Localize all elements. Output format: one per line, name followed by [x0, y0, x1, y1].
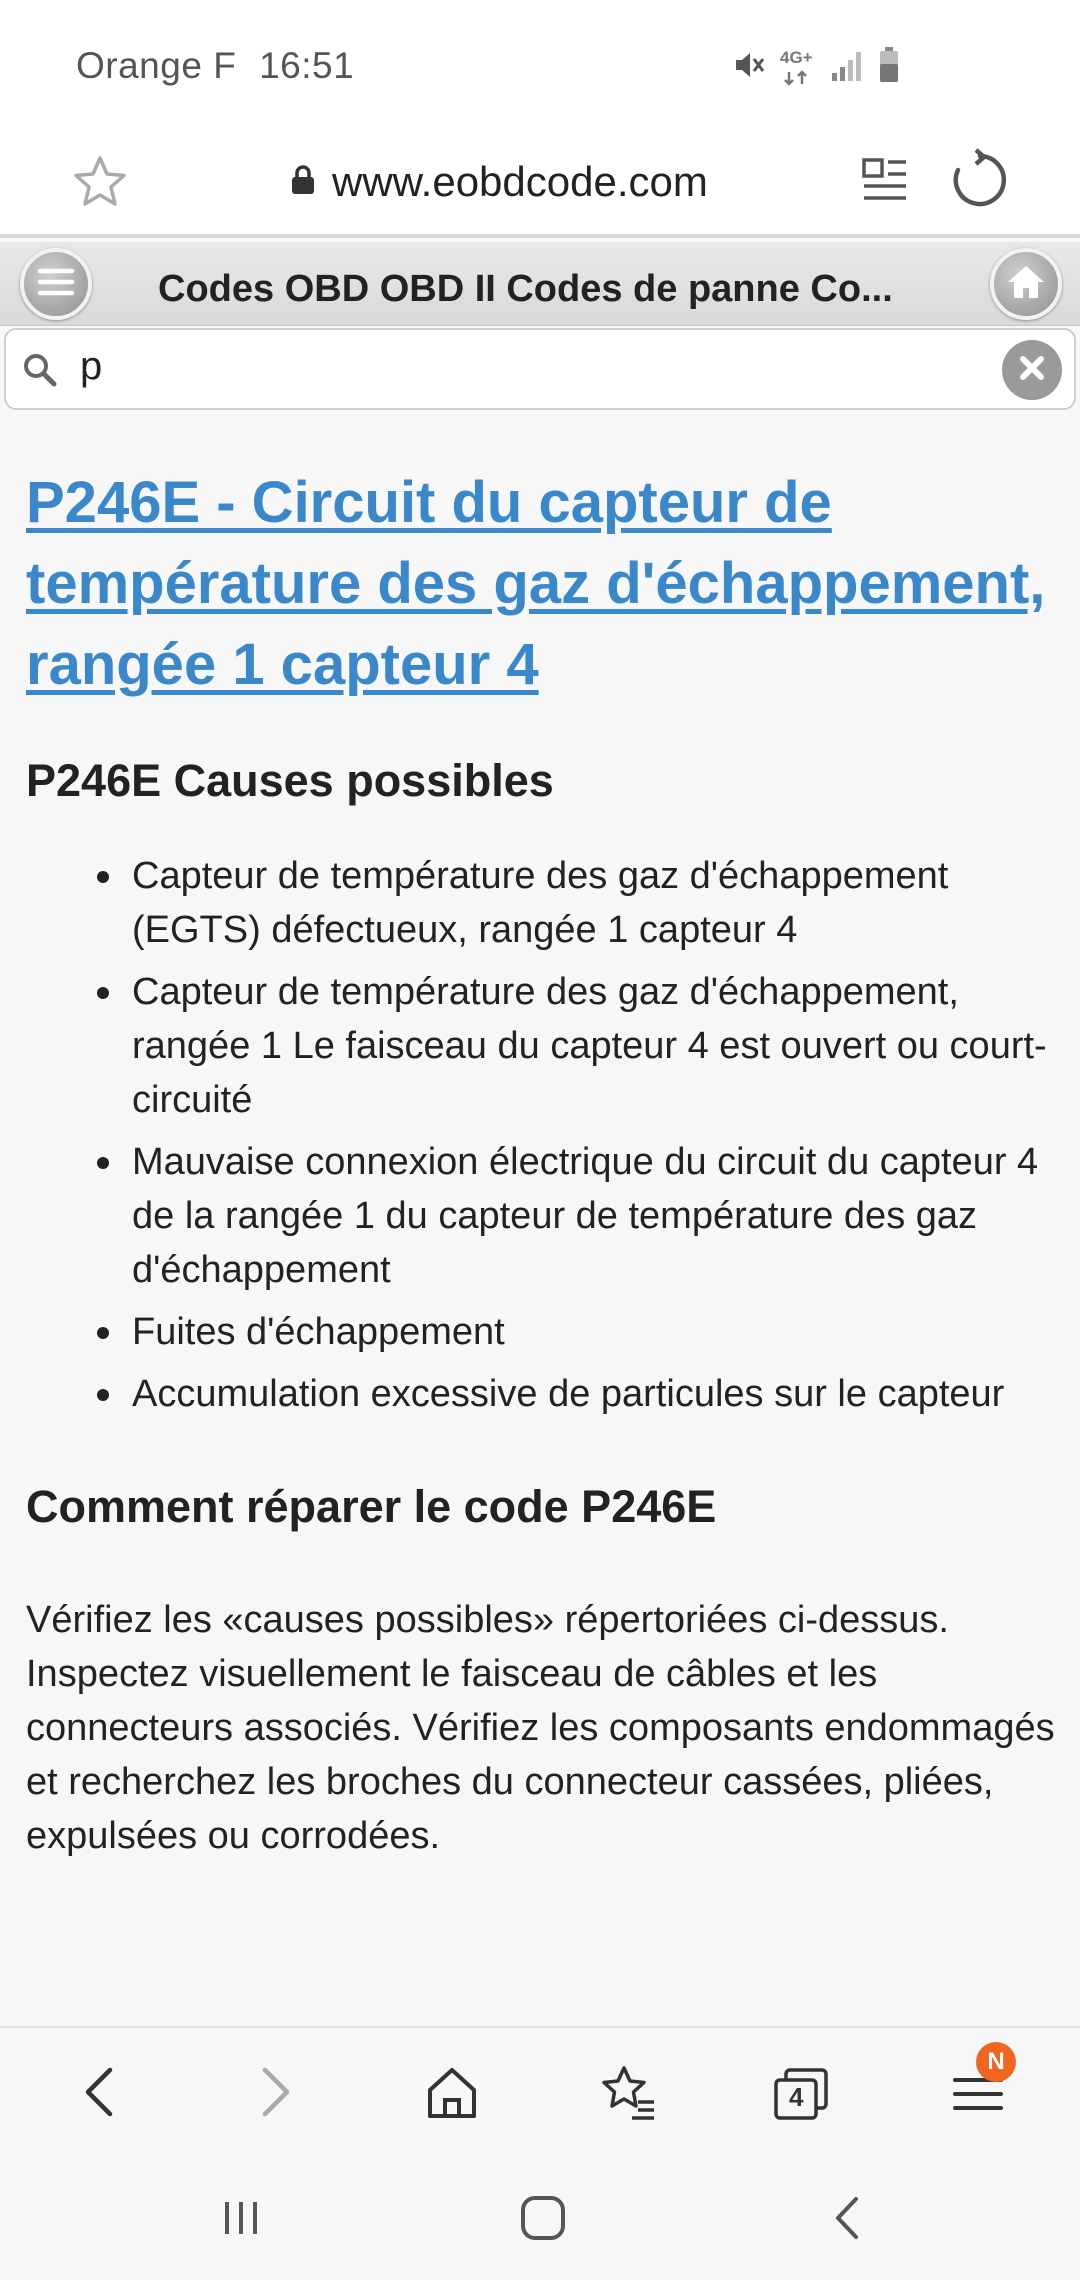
forward-button[interactable] — [235, 2058, 315, 2130]
list-item: Accumulation excessive de particules sur le capteur — [26, 1367, 1056, 1421]
notification-badge: N — [976, 2042, 1016, 2082]
site-header — [0, 242, 1080, 326]
search-input[interactable]: p — [80, 344, 103, 388]
network-type-icon: 4G+ — [780, 50, 816, 86]
home-icon — [1006, 263, 1046, 306]
menu-icon — [36, 265, 76, 304]
tabs-button[interactable] — [762, 2058, 842, 2130]
signal-icon — [830, 47, 864, 88]
home-button[interactable] — [412, 2058, 492, 2130]
url-text[interactable]: www.eobdcode.com — [332, 158, 708, 205]
list-item: Fuites d'échappement — [26, 1305, 1056, 1359]
carrier-name: Orange F — [76, 45, 237, 86]
home-square-icon — [519, 2194, 567, 2247]
site-title: Codes OBD OBD II Codes de panne Co... — [158, 268, 893, 310]
browser-toolbar — [0, 2026, 1080, 2158]
list-item: Capteur de température des gaz d'échappement, rangée 1 Le faisceau du capteur 4 est ouvert ou court-circuité — [26, 965, 1056, 1127]
close-icon — [1017, 353, 1047, 388]
menu-button[interactable] — [938, 2048, 1018, 2130]
clock: 16:51 — [259, 45, 355, 86]
bookmarks-button[interactable] — [588, 2058, 668, 2130]
repair-paragraph: Vérifiez les «causes possibles» répertoriées ci-dessus. Inspectez visuellement le faisceau de câbles et les connecteurs associés. Vérifiez les composants endommagés et recherchez les broches du connecteur cassées, pliées, expulsées ou corrodées. — [26, 1599, 1055, 1857]
page-title-link[interactable]: P246E - Circuit du capteur de température des gaz d'échappement, rangée 1 capteur 4 — [26, 470, 1046, 697]
recent-apps-button[interactable] — [206, 2192, 276, 2248]
chevron-left-icon — [80, 2064, 120, 2125]
url-field[interactable] — [290, 152, 708, 212]
tabs-icon — [772, 2066, 832, 2122]
reload-icon[interactable] — [950, 148, 1010, 217]
status-icons — [730, 46, 900, 89]
site-home-button[interactable] — [990, 248, 1062, 320]
bookmark-star-icon[interactable] — [70, 152, 130, 217]
causes-list — [26, 849, 1056, 1421]
clear-search-button[interactable] — [1002, 340, 1062, 400]
tabs-count: 4 — [789, 2082, 804, 2112]
address-bar — [0, 130, 1080, 238]
battery-icon — [878, 46, 900, 89]
system-home-button[interactable] — [508, 2192, 578, 2248]
star-list-icon — [598, 2062, 658, 2127]
status-left — [76, 45, 354, 87]
article — [26, 462, 1056, 1863]
causes-heading: P246E Causes possibles — [26, 755, 554, 806]
system-nav-bar — [0, 2158, 1080, 2280]
back-chevron-icon — [832, 2195, 862, 2246]
search-icon — [20, 350, 60, 395]
recent-apps-icon — [219, 2198, 263, 2243]
back-button[interactable] — [60, 2058, 140, 2130]
home-outline-icon — [422, 2062, 482, 2127]
site-search[interactable] — [4, 328, 1076, 410]
chevron-right-icon — [255, 2064, 295, 2125]
reader-mode-icon[interactable] — [860, 154, 910, 215]
mute-icon — [730, 47, 766, 88]
list-item: Mauvaise connexion électrique du circuit du capteur 4 de la rangée 1 du capteur de température des gaz d'échappement — [26, 1135, 1056, 1297]
list-item: Capteur de température des gaz d'échappement (EGTS) défectueux, rangée 1 capteur 4 — [26, 849, 1056, 957]
system-back-button[interactable] — [812, 2192, 882, 2248]
site-menu-button[interactable] — [20, 248, 92, 320]
lock-icon — [290, 164, 316, 201]
repair-heading: Comment réparer le code P246E — [26, 1481, 717, 1532]
status-bar — [0, 0, 1080, 130]
